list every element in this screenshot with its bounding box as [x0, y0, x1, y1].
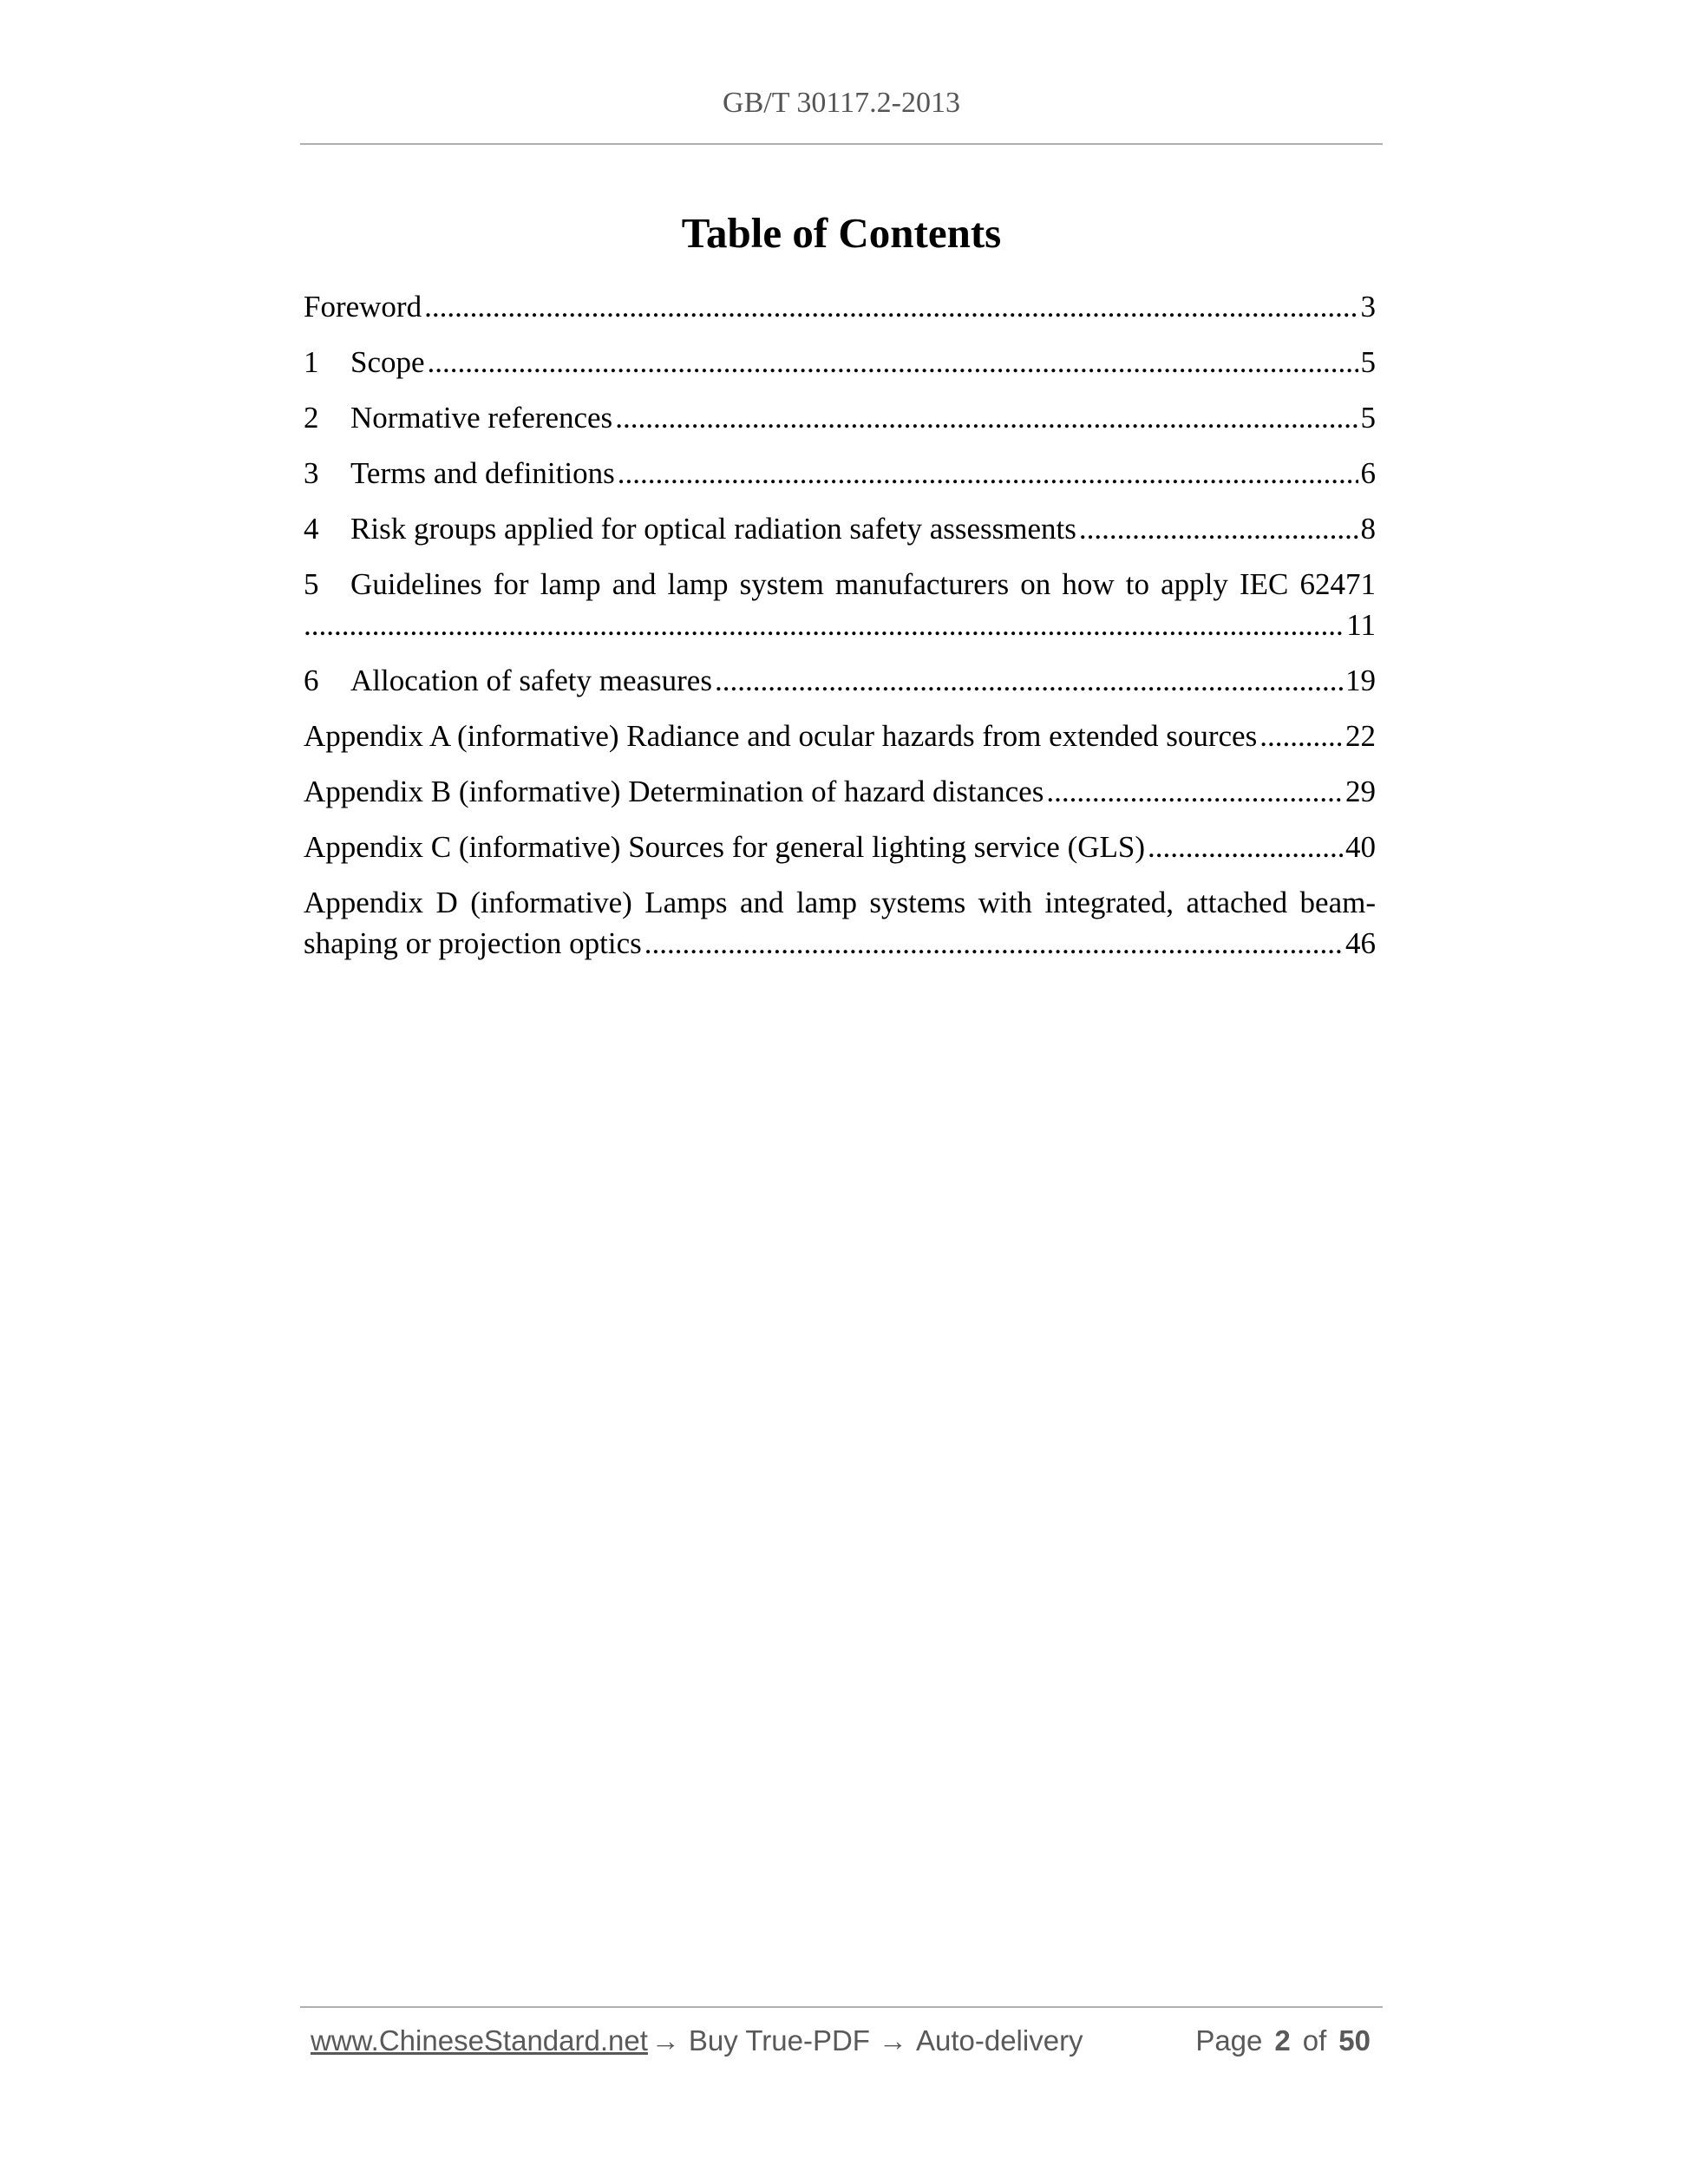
toc-entry-number: 3 [304, 456, 319, 490]
toc-entry-page: 22 [1345, 719, 1376, 753]
toc-entry-page: 6 [1360, 456, 1376, 490]
total-page-count: 50 [1338, 2024, 1371, 2056]
dot-leader [424, 286, 1358, 327]
page-footer [311, 2024, 1371, 2057]
toc-entry-label-line1: Appendix D (informative) Lamps and lamp systems with integrated, attached beam- [304, 886, 1376, 919]
toc-entry-appendix-b[interactable] [304, 771, 1376, 812]
dot-leader [715, 660, 1343, 701]
chinesestandard-link[interactable]: www.ChineseStandard.net [311, 2024, 648, 2056]
toc-entry-page: 3 [1360, 290, 1376, 324]
toc-entry-allocation-of-safety-measures[interactable] [304, 660, 1376, 701]
toc-entry-page: 29 [1345, 775, 1376, 808]
arrow-right-icon: → [651, 2024, 680, 2056]
auto-delivery-text: Auto-delivery [915, 2024, 1083, 2056]
toc-entry-appendix-d[interactable] [304, 882, 1376, 964]
toc-entry-page: 5 [1360, 401, 1376, 435]
dot-leader [1079, 508, 1358, 549]
buy-true-pdf-text: Buy True-PDF [688, 2024, 870, 2056]
toc-entry-number: 1 [304, 345, 319, 379]
toc-entry-label: Appendix C (informative) Sources for general lighting service (GLS) [304, 830, 1146, 864]
dot-leader [1259, 716, 1343, 756]
toc-entry-label: Terms and definitions [350, 456, 615, 490]
document-code-header: GB/T 30117.2-2013 [723, 87, 960, 119]
dot-leader [304, 605, 1344, 645]
toc-entry-label: Appendix B (informative) Determination of hazard distances [304, 775, 1044, 808]
toc-entry-label: Allocation of safety measures [350, 664, 712, 697]
current-page-number: 2 [1274, 2024, 1291, 2056]
of-word: of [1302, 2024, 1327, 2056]
dot-leader [618, 453, 1358, 494]
arrow-right-icon: → [878, 2024, 907, 2056]
toc-entry-number: 4 [304, 512, 319, 546]
toc-entry-label: Scope [350, 345, 425, 379]
toc-entry-foreword[interactable] [304, 286, 1376, 327]
toc-entry-page: 19 [1345, 664, 1376, 697]
toc-entry-label: Normative references [350, 401, 613, 435]
toc-entry-page: 40 [1345, 830, 1376, 864]
dot-leader [1148, 827, 1343, 867]
toc-entry-appendix-a[interactable] [304, 716, 1376, 756]
toc-entry-page: 5 [1360, 345, 1376, 379]
toc-entry-label: Foreword [304, 290, 422, 324]
toc-entry-risk-groups[interactable] [304, 508, 1376, 549]
toc-entry-label: Risk groups applied for optical radiation safety assessments [350, 512, 1076, 546]
toc-entry-guidelines[interactable] [304, 564, 1376, 645]
toc-entry-number: 2 [304, 401, 319, 435]
toc-entry-number: 5 [304, 567, 319, 601]
toc-entry-label: Guidelines for lamp and lamp system manufacturers on how to apply IEC 62471 [350, 567, 1376, 601]
page-title: Table of Contents [681, 209, 1002, 257]
toc-entry-appendix-c[interactable] [304, 827, 1376, 867]
page-word: Page [1195, 2024, 1263, 2056]
dot-leader [644, 923, 1343, 964]
dot-leader [615, 397, 1358, 438]
table-of-contents [304, 286, 1376, 978]
footer-divider [300, 2006, 1383, 2008]
toc-entry-number: 6 [304, 664, 319, 697]
toc-entry-page: 8 [1360, 512, 1376, 546]
dot-leader [1046, 771, 1343, 812]
toc-entry-label-line2: shaping or projection optics [304, 926, 642, 960]
toc-entry-scope[interactable] [304, 342, 1376, 383]
header-divider [300, 143, 1383, 145]
dot-leader [428, 342, 1358, 383]
toc-entry-terms-and-definitions[interactable] [304, 453, 1376, 494]
toc-entry-page: 46 [1345, 926, 1376, 960]
toc-entry-page: 11 [1346, 608, 1376, 642]
toc-entry-label: Appendix A (informative) Radiance and ocular hazards from extended sources [304, 719, 1258, 753]
toc-entry-normative-references[interactable] [304, 397, 1376, 438]
